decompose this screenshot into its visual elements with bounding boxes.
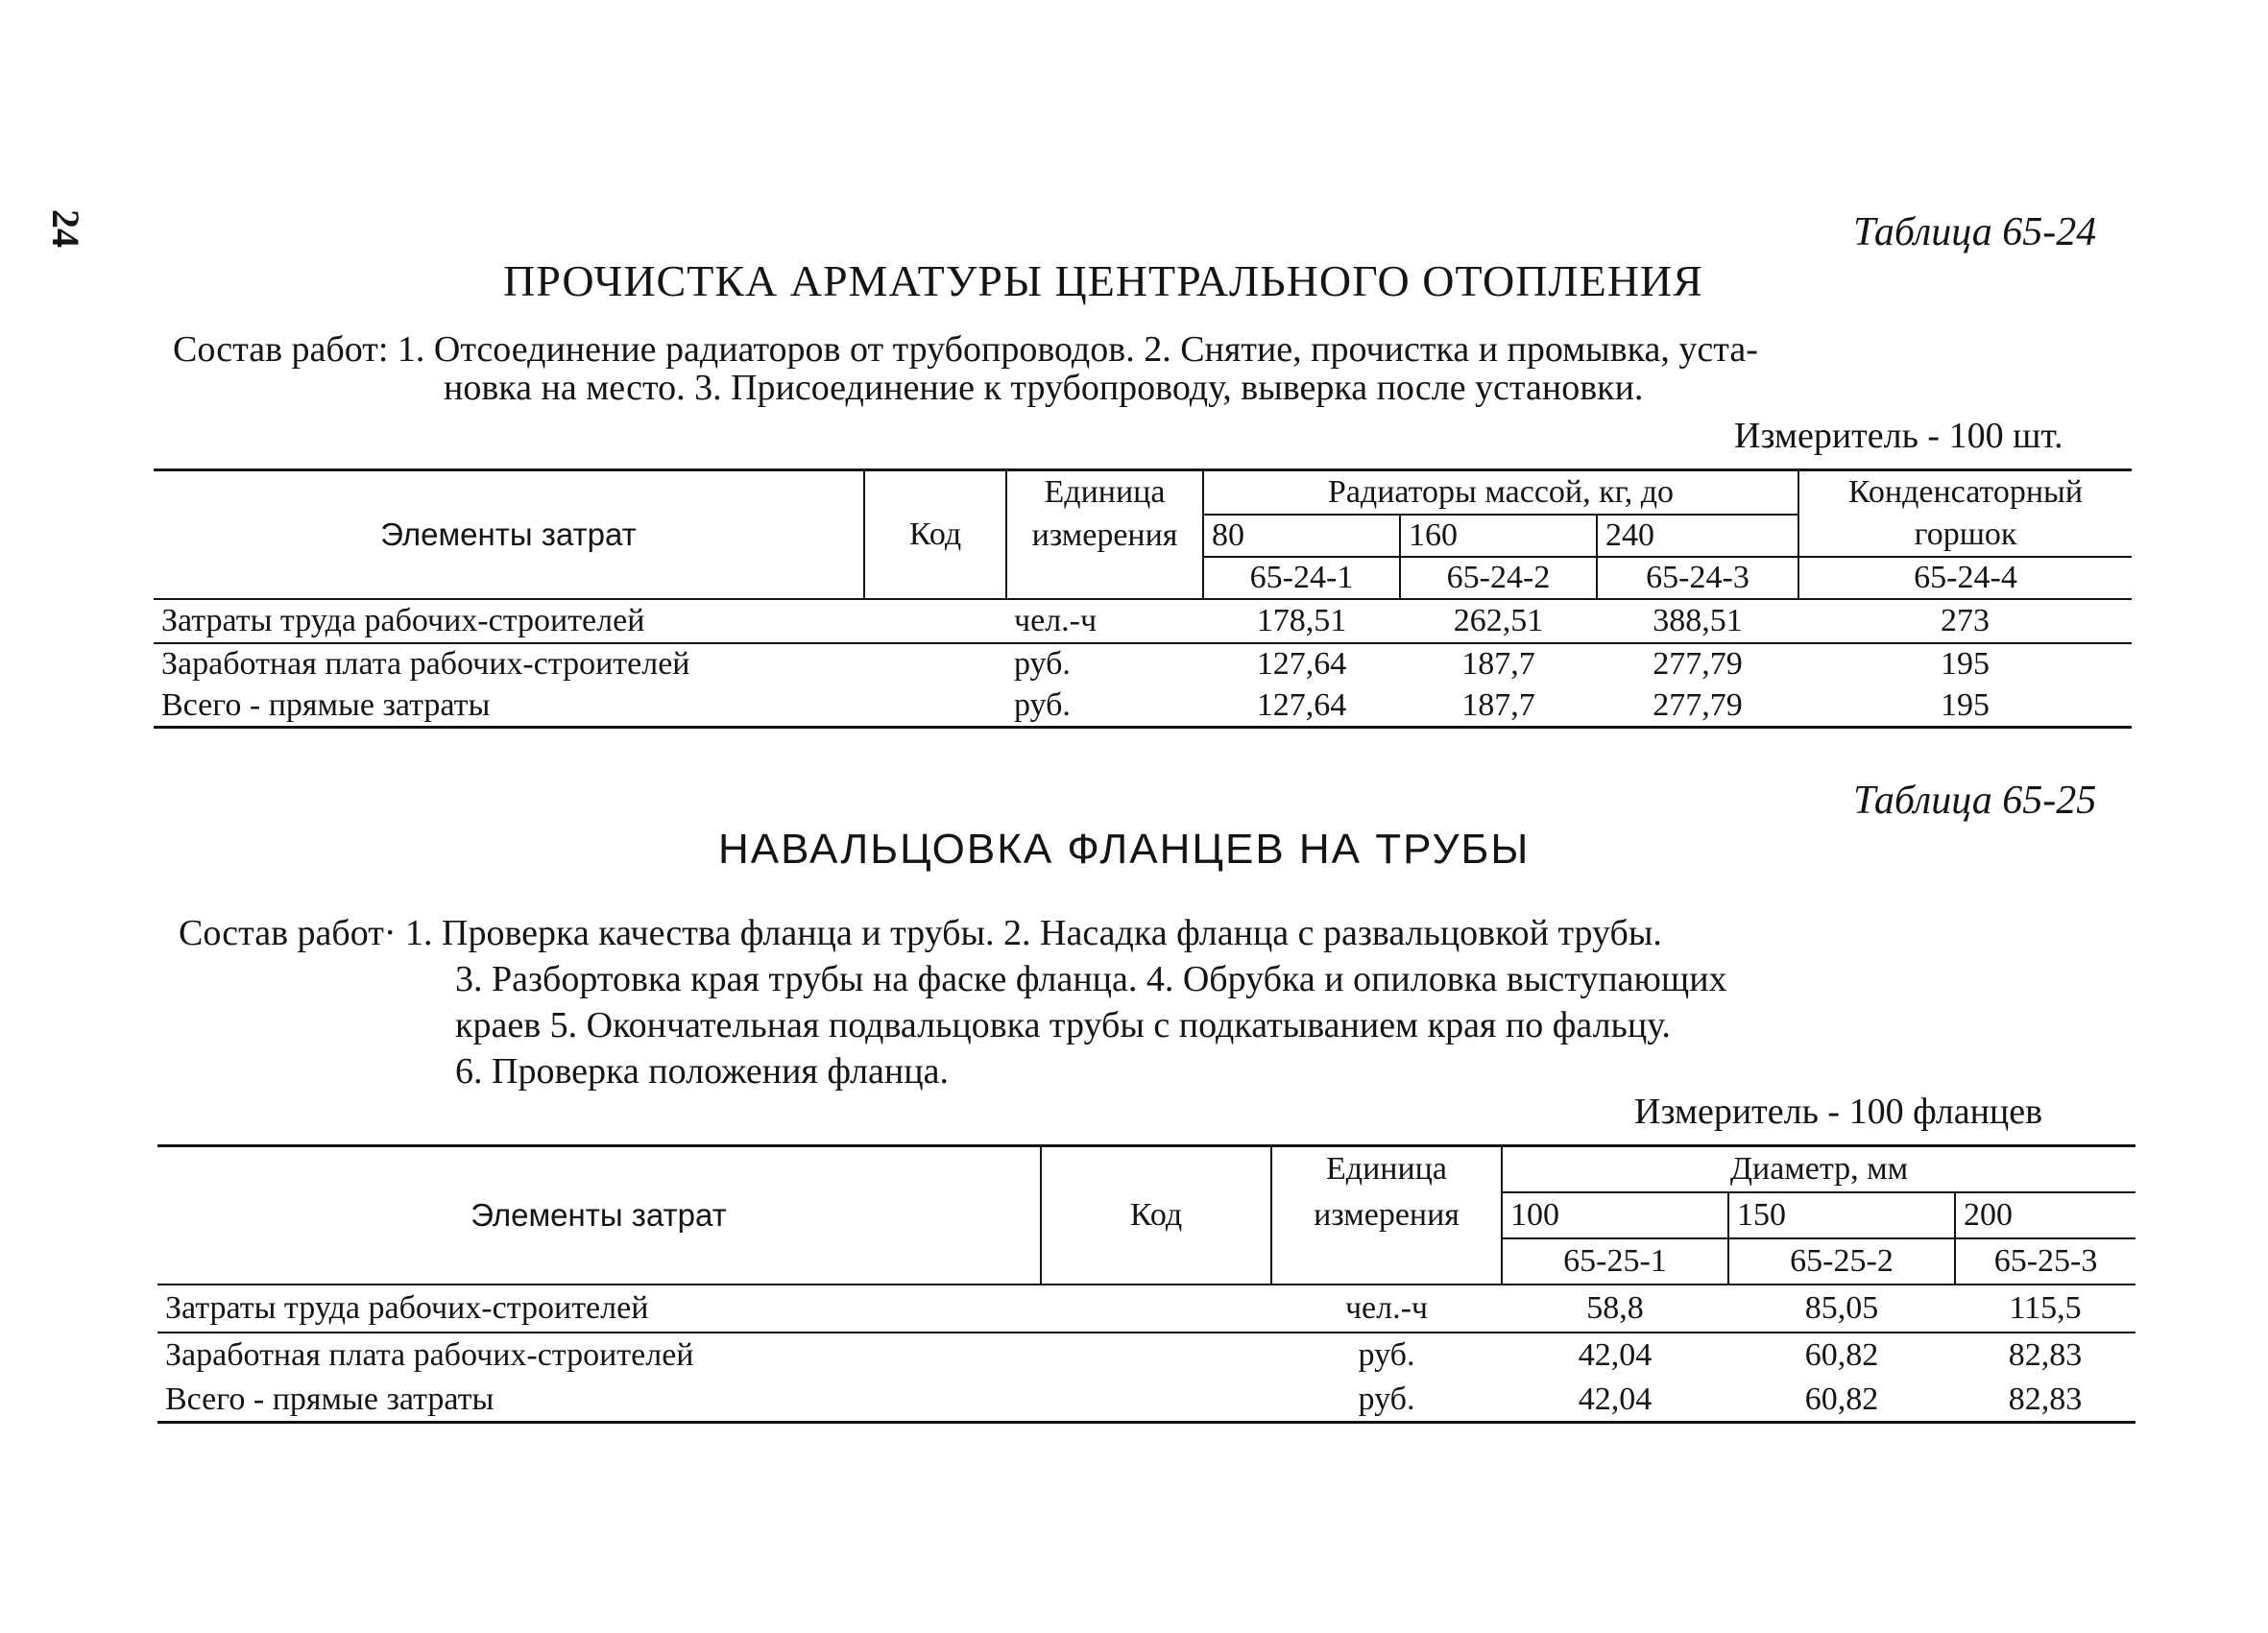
row-value: 187,7: [1400, 685, 1597, 728]
row-value: 60,82: [1728, 1379, 1955, 1423]
row-value: 82,83: [1955, 1379, 2135, 1423]
measure-unit: Измеритель - 100 фланцев: [1634, 1092, 2043, 1132]
row-value: 115,5: [1955, 1285, 2135, 1333]
header-condensate-pot-line2: горшок: [1798, 515, 2132, 557]
work-composition-line: Состав работ: 1. Отсоединение радиаторов от трубопроводов. 2. Снятие, прочистка и промывка, уста-: [173, 329, 1758, 370]
row-value: 262,51: [1400, 599, 1597, 643]
work-composition-line: краев 5. Окончательная подвальцовка трубы с подкатыванием края по фальцу.: [455, 1005, 1671, 1045]
code-65-24-3: 65-24-3: [1597, 557, 1798, 599]
table-row: [154, 643, 2132, 685]
row-unit: чел.-ч: [1006, 599, 1203, 643]
row-unit: руб.: [1358, 1337, 1415, 1373]
table-label: Таблица 65-25: [1853, 779, 2097, 823]
work-composition-line: новка на место. 3. Присоединение к трубопроводу, выверка после установки.: [444, 368, 1644, 408]
row-name: Всего - прямые затраты: [157, 1379, 1041, 1423]
code-65-24-1: 65-24-1: [1203, 557, 1400, 599]
code-65-24-2: 65-24-2: [1400, 557, 1597, 599]
row-unit: руб.: [1271, 1379, 1502, 1423]
row-value: 42,04: [1502, 1379, 1728, 1423]
row-value: 127,64: [1256, 646, 1347, 682]
header-col-80: 80: [1203, 515, 1400, 557]
code-65-25-2: 65-25-2: [1728, 1238, 1955, 1285]
table-row: [157, 1379, 2135, 1423]
row-name: Заработная плата рабочих-строителей: [161, 646, 690, 682]
row-value: 277,79: [1597, 685, 1798, 728]
header-col-240: 240: [1597, 515, 1798, 557]
header-condensate-pot: Конденсаторный: [1798, 470, 2132, 515]
row-value: 187,7: [1461, 646, 1535, 682]
table-row: [157, 1285, 2135, 1333]
row-name: Затраты труда рабочих-строителей: [157, 1285, 1041, 1333]
table-label: Таблица 65-24: [1853, 210, 2097, 254]
row-unit: чел.-ч: [1271, 1285, 1502, 1333]
work-composition-line: Состав работ· 1. Проверка качества фланца и трубы. 2. Насадка фланца с развальцовкой трубы.: [179, 913, 1662, 953]
row-value: 82,83: [2008, 1337, 2083, 1373]
table-row: [157, 1333, 2135, 1379]
cost-table-65-24: [154, 468, 2132, 729]
row-value: 277,79: [1653, 646, 1743, 682]
header-code: Код: [864, 470, 1006, 599]
header-unit: Единица: [1006, 470, 1203, 515]
code-65-25-3: 65-25-3: [1955, 1238, 2135, 1285]
row-name: Заработная плата рабочих-строителей: [165, 1337, 694, 1373]
row-value: 273: [1798, 599, 2132, 643]
section-title: НАВАЛЬЦОВКА ФЛАНЦЕВ НА ТРУБЫ: [718, 826, 1531, 873]
header-unit-line2: измерения: [1271, 1192, 1502, 1238]
row-value: 127,64: [1203, 685, 1400, 728]
row-value: 195: [1798, 685, 2132, 728]
page-number: 24: [44, 209, 87, 248]
header-col-160: 160: [1400, 515, 1597, 557]
row-name: Всего - прямые затраты: [154, 685, 864, 728]
header-col-200: 200: [1955, 1192, 2135, 1238]
row-value: 388,51: [1597, 599, 1798, 643]
row-value: 178,51: [1203, 599, 1400, 643]
header-diameter: Диаметр, мм: [1502, 1146, 2135, 1192]
header-radiator-mass: Радиаторы массой, кг, до: [1203, 470, 1798, 515]
row-unit: руб.: [1006, 685, 1203, 728]
row-unit: руб.: [1014, 646, 1071, 682]
cost-table-65-25: [157, 1144, 2135, 1424]
row-value: 60,82: [1804, 1337, 1879, 1373]
header-unit-line2: измерения: [1006, 515, 1203, 557]
row-value: 195: [1941, 646, 1990, 682]
measure-unit: Измеритель - 100 шт.: [1734, 416, 2063, 456]
header-col-150: 150: [1728, 1192, 1955, 1238]
row-value: 58,8: [1502, 1285, 1728, 1333]
section-title: ПРОЧИСТКА АРМАТУРЫ ЦЕНТРАЛЬНОГО ОТОПЛЕНИЯ: [503, 256, 1703, 305]
row-value: 42,04: [1578, 1337, 1653, 1373]
header-col-100: 100: [1502, 1192, 1728, 1238]
header-elements: Элементы затрат: [154, 470, 864, 599]
code-65-24-4: 65-24-4: [1798, 557, 2132, 599]
work-composition-line: 6. Проверка положения фланца.: [455, 1051, 949, 1092]
header-code: Код: [1041, 1146, 1271, 1285]
table-row: [154, 599, 2132, 643]
row-value: 85,05: [1728, 1285, 1955, 1333]
header-elements: Элементы затрат: [157, 1146, 1041, 1285]
table-row: [154, 685, 2132, 728]
work-composition-line: 3. Разбортовка края трубы на фаске фланца. 4. Обрубка и опиловка выступающих: [455, 959, 1727, 999]
code-65-25-1: 65-25-1: [1502, 1238, 1728, 1285]
header-unit: Единица: [1271, 1146, 1502, 1192]
row-name: Затраты труда рабочих-строителей: [154, 599, 864, 643]
